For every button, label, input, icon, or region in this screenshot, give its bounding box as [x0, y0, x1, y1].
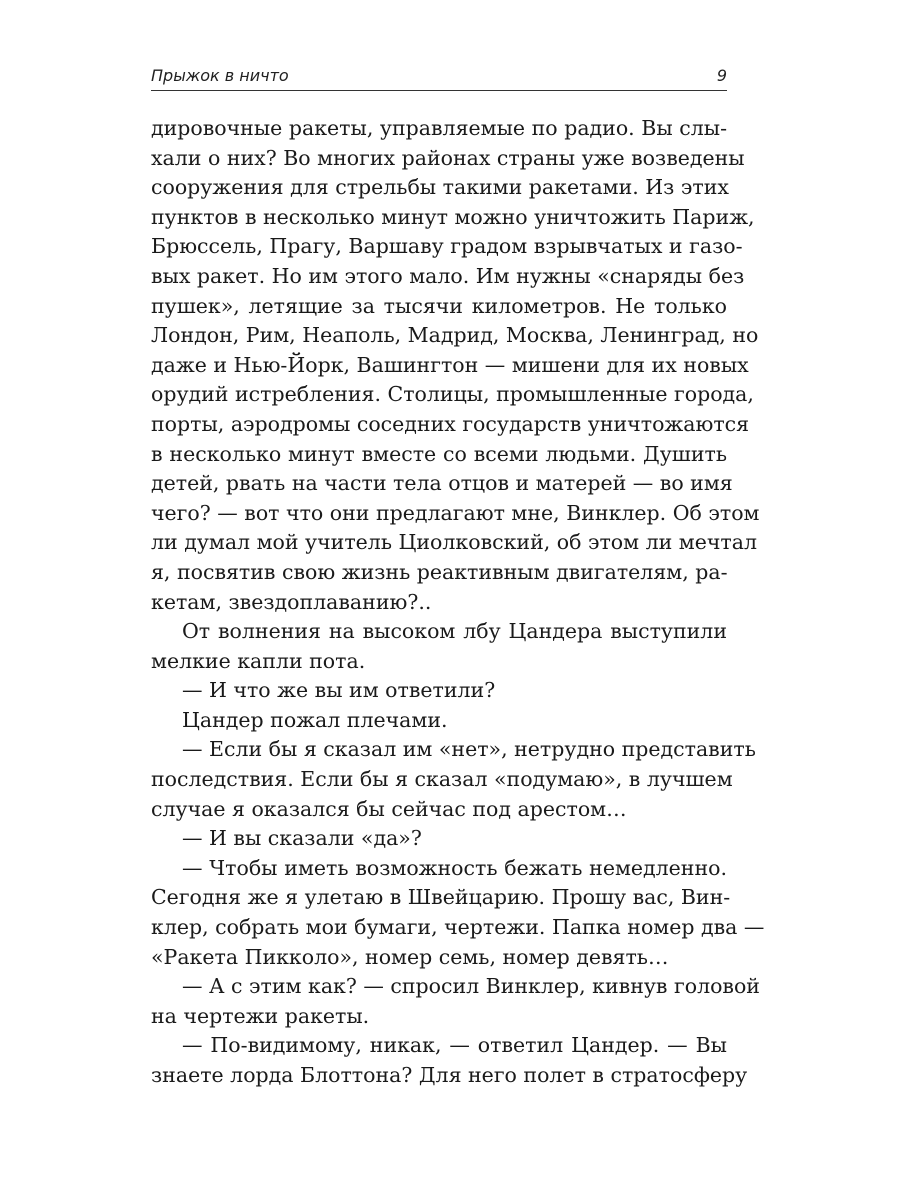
text-line: Лондон, Рим, Неаполь, Мадрид, Москва, Ленинград, но — [151, 323, 759, 348]
text-line: знаете лорда Блоттона? Для него полет в стратосферу — [151, 1063, 748, 1087]
text-line: — И что же вы им ответили? — [182, 678, 496, 703]
text-line: — И вы сказали «да»? — [182, 826, 422, 851]
text-line: пунктов в несколько минут можно уничтожить Париж, — [151, 204, 755, 229]
running-head — [151, 64, 727, 91]
text-line: сооружения для стрельбы такими ракетами. Из этих — [151, 175, 729, 200]
text-line: — Чтобы иметь возможность бежать немедленно. — [182, 855, 727, 880]
text-line: пушек», летящие за тысячи километров. Не только — [151, 293, 727, 318]
text-line: детей, рвать на части тела отцов и матерей — во имя — [151, 471, 733, 496]
text-line: в несколько минут вместе со всеми людьми. Душить — [151, 441, 727, 466]
text-line: я, посвятив свою жизнь реактивным двигателям, ра- — [151, 559, 728, 584]
text-line: на чертежи ракеты. — [151, 1003, 370, 1028]
body-text — [151, 114, 765, 1091]
text-line: орудий истребления. Столицы, промышленные города, — [151, 382, 754, 407]
text-line: дировочные ракеты, управляемые по радио. Вы слы- — [151, 116, 727, 140]
text-line: последствия. Если бы я сказал «подумаю», в лучшем — [151, 767, 733, 792]
running-title: Прыжок в ничто — [151, 66, 289, 85]
text-line: — По-видимому, никак, — ответил Цандер. — Вы — [182, 1033, 727, 1058]
text-line: чего? — вот что они предлагают мне, Винклер. Об этом — [151, 500, 760, 525]
text-line: мелкие капли пота. — [151, 648, 366, 673]
text-line: случае я оказался бы сейчас под арестом… — [151, 796, 627, 821]
text-line: Брюссель, Прагу, Варшаву градом взрывчатых и газо- — [151, 234, 743, 259]
text-line: порты, аэродромы соседних государств уничтожаются — [151, 411, 750, 436]
text-line: даже и Нью-Йорк, Вашингтон — мишени для их новых — [151, 352, 749, 377]
page-number: 9 — [716, 66, 727, 85]
text-line: Сегодня же я улетаю в Швейцарию. Прошу вас, Вин- — [151, 885, 731, 910]
text-line: «Ракета Пикколо», номер семь, номер девять… — [151, 944, 669, 969]
text-line: хали о них? Во многих районах страны уже возведены — [151, 145, 745, 170]
text-line: вых ракет. Но им этого мало. Им нужны «снаряды без — [151, 263, 745, 288]
text-line: — А с этим как? — спросил Винклер, кивнув головой — [182, 974, 760, 999]
text-line: ли думал мой учитель Циолковский, об этом ли мечтал — [151, 530, 758, 555]
text-line: — Если бы я сказал им «нет», нетрудно представить — [182, 737, 756, 762]
text-line: клер, собрать мои бумаги, чертежи. Папка номер два — — [151, 915, 765, 940]
text-line: Цандер пожал плечами. — [182, 707, 448, 732]
text-line: От волнения на высоком лбу Цандера выступили — [182, 619, 727, 644]
text-line: кетам, звездоплаванию?.. — [151, 589, 432, 614]
